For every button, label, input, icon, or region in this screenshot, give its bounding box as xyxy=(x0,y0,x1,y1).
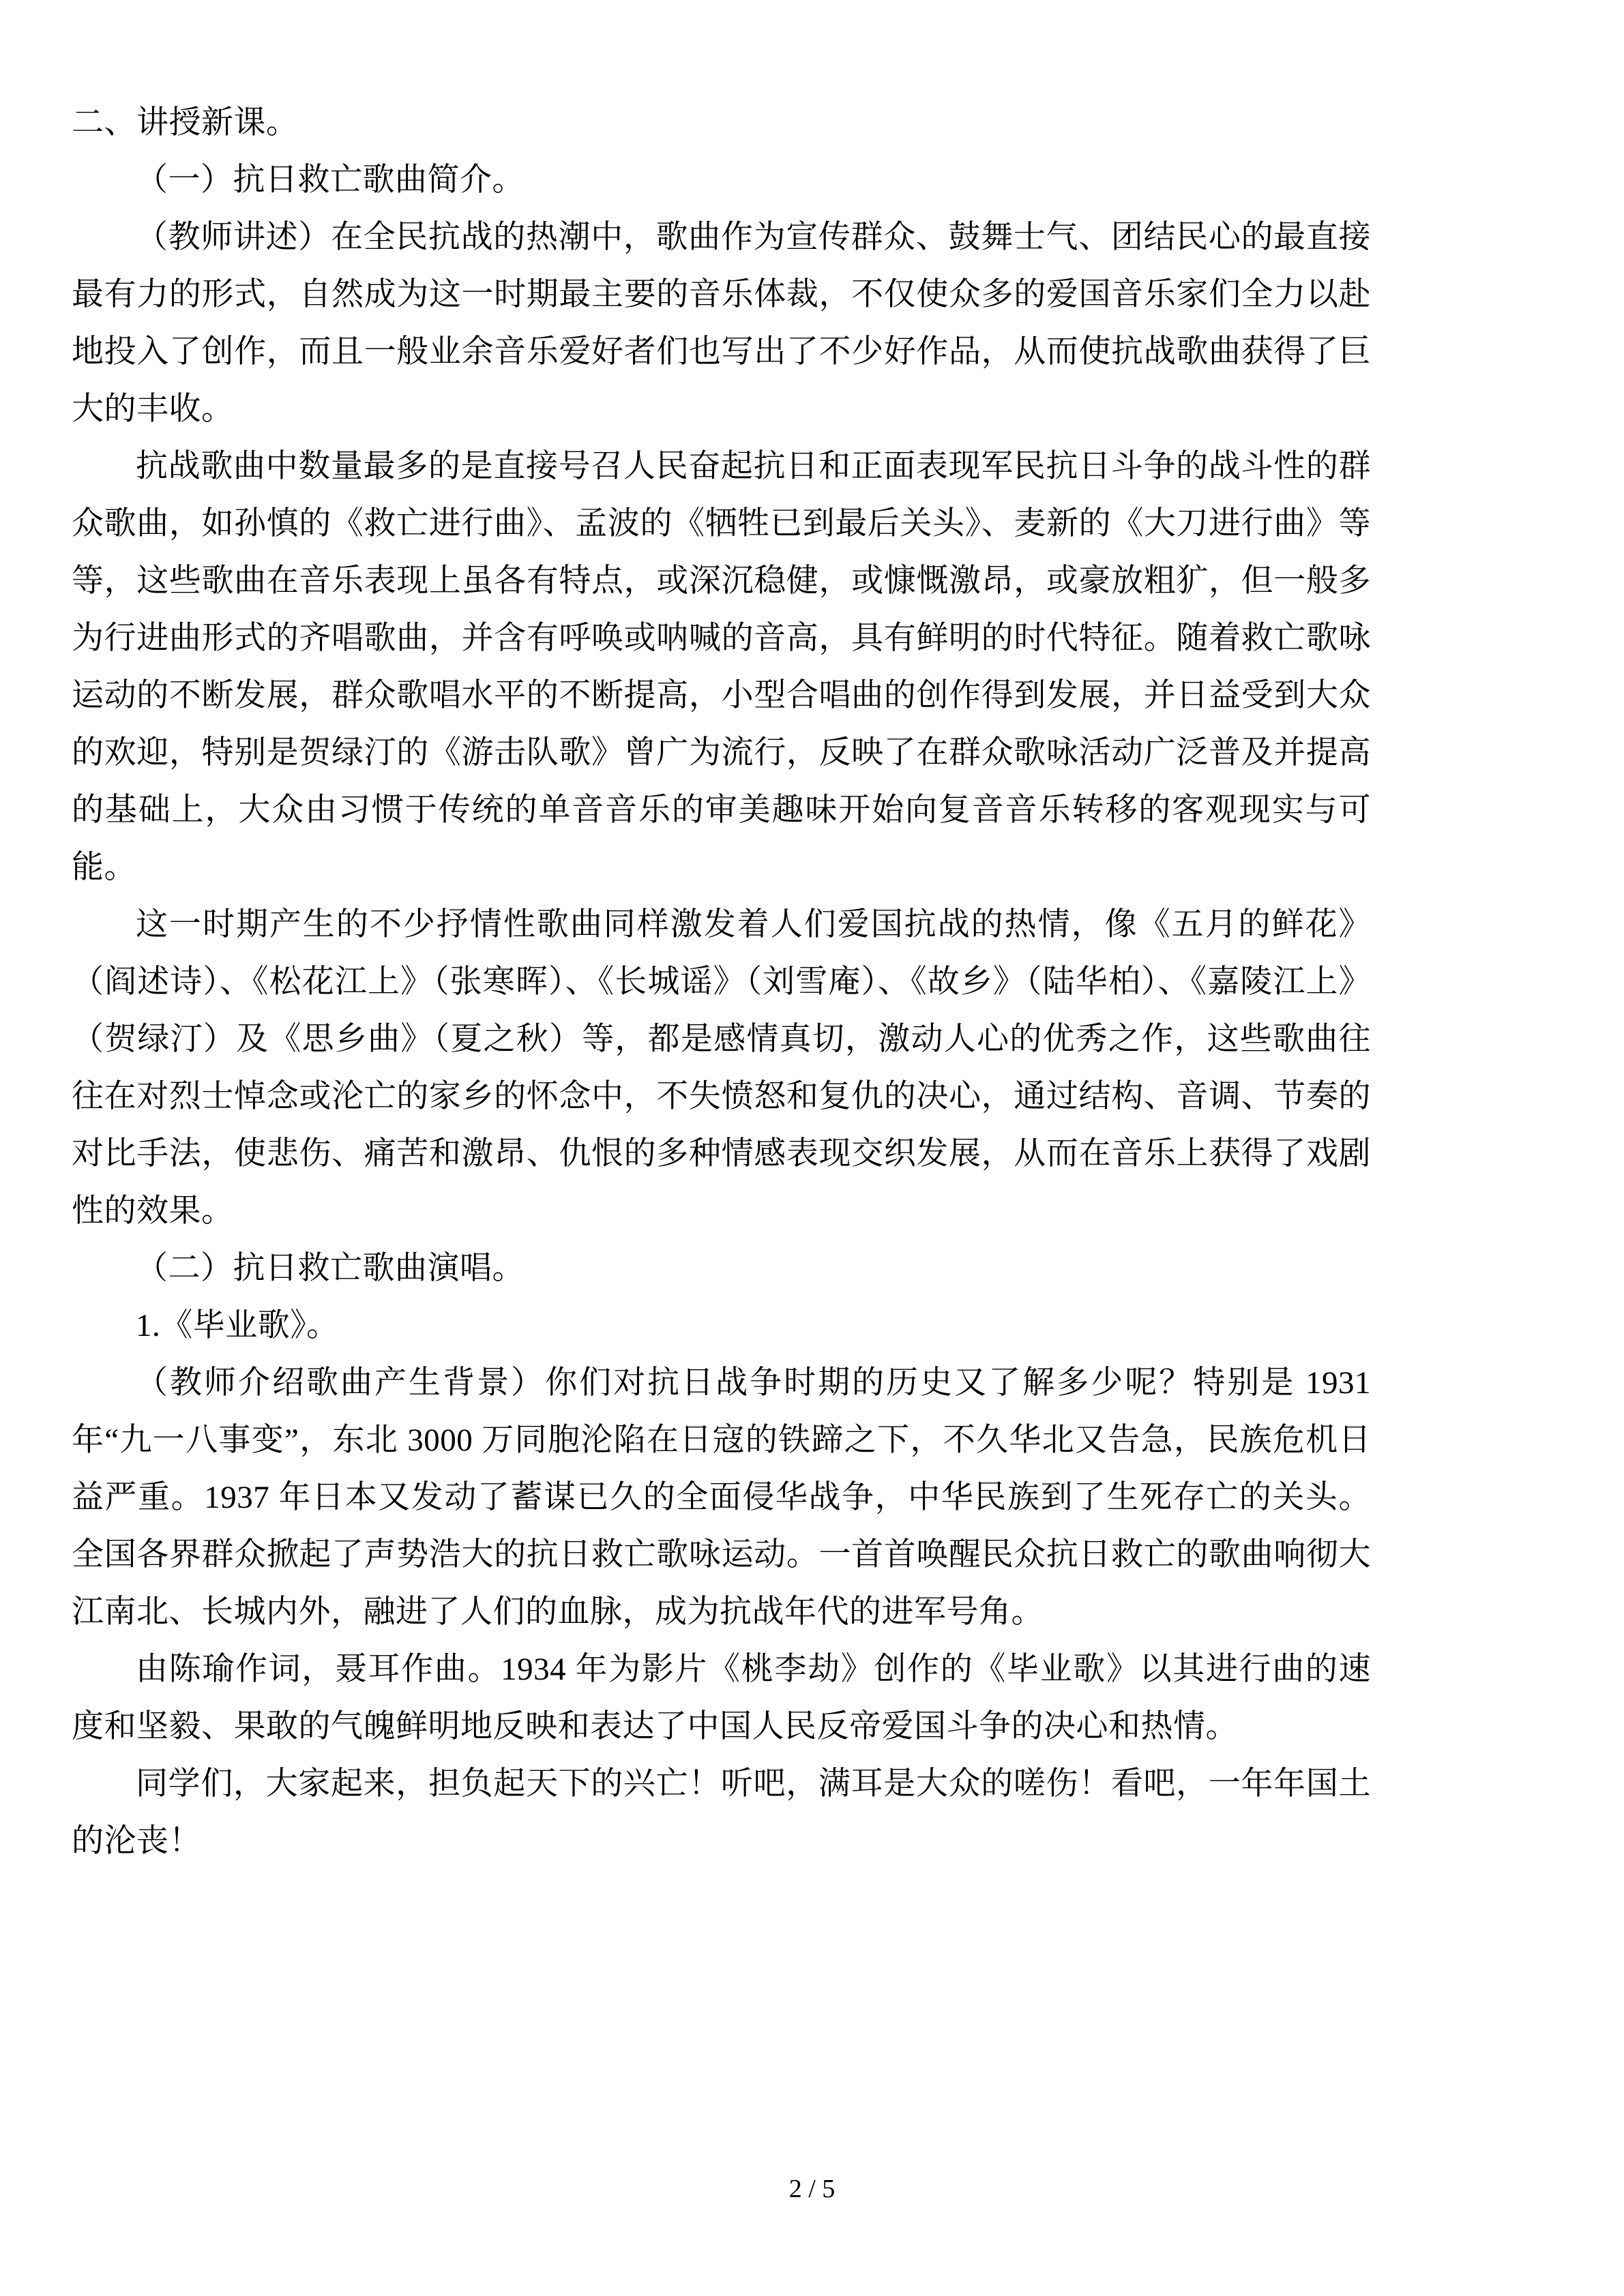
page-number: 2 / 5 xyxy=(788,2175,836,2203)
paragraph: （教师讲述）在全民抗战的热潮中，歌曲作为宣传群众、鼓舞士气、团结民心的最直接最有力的形式，自然成为这一时期最主要的音乐体裁，不仅使众多的爱国音乐家们全力以赴地投入了创作，而且一般业余音乐爱好者们也写出了不少好作品，从而使抗战歌曲获得了巨大的丰收。 xyxy=(72,220,1371,427)
subsection-heading: （二）抗日救亡歌曲演唱。 xyxy=(136,1251,525,1286)
paragraph: 由陈瑜作词，聂耳作曲。1934 年为影片《桃李劫》创作的《毕业歌》以其进行曲的速度和坚毅、果敢的气魄鲜明地反映和表达了中国人民反帝爱国斗争的决心和热情。 xyxy=(72,1652,1371,1744)
paragraph: 同学们，大家起来，担负起天下的兴亡！听吧，满耳是大众的嗟伤！看吧，一年年国土的沦丧！ xyxy=(72,1766,1371,1859)
section-heading: 二、讲授新课。 xyxy=(72,105,299,140)
page-footer xyxy=(0,2173,1624,2205)
subsection-heading: （一）抗日救亡歌曲简介。 xyxy=(136,162,525,198)
paragraph: （教师介绍歌曲产生背景）你们对抗日战争时期的历史又了解多少呢？特别是 1931 年“九一八事变”，东北 3000 万同胞沦陷在日寇的铁蹄之下，不久华北又告急，民族危机日益严重。1937 年日本又发动了蓄谋已久的全面侵华战争，中华民族到了生死存亡的关头。全国各界群众掀起了声势浩大的抗日救亡歌咏运动。一首首唤醒民众抗日救亡的歌曲响彻大江南北、长城内外，融进了人们的血脉，成为抗战年代的进军号角。 xyxy=(72,1365,1371,1630)
paragraph: 这一时期产生的不少抒情性歌曲同样激发着人们爱国抗战的热情，像《五月的鲜花》（阎述诗）、《松花江上》（张寒晖）、《长城谣》（刘雪庵）、《故乡》（陆华柏）、《嘉陵江上》（贺绿汀）及《思乡曲》（夏之秋）等，都是感情真切，激动人心的优秀之作，这些歌曲往往在对烈士悼念或沦亡的家乡的怀念中，不失愤怒和复仇的决心，通过结构、音调、节奏的对比手法，使悲伤、痛苦和激昂、仇恨的多种情感表现交织发展，从而在音乐上获得了戏剧性的效果。 xyxy=(72,907,1371,1229)
list-item-heading: 1.《毕业歌》。 xyxy=(136,1308,339,1343)
document-body xyxy=(72,94,1371,1870)
paragraph: 抗战歌曲中数量最多的是直接号召人民奋起抗日和正面表现军民抗日斗争的战斗性的群众歌曲，如孙慎的《救亡进行曲》、孟波的《牺牲已到最后关头》、麦新的《大刀进行曲》等等，这些歌曲在音乐表现上虽各有特点，或深沉稳健，或慷慨激昂，或豪放粗犷，但一般多为行进曲形式的齐唱歌曲，并含有呼唤或呐喊的音高，具有鲜明的时代特征。随着救亡歌咏运动的不断发展，群众歌唱水平的不断提高，小型合唱曲的创作得到发展，并日益受到大众的欢迎，特别是贺绿汀的《游击队歌》曾广为流行，反映了在群众歌咏活动广泛普及并提高的基础上，大众由习惯于传统的单音音乐的审美趣味开始向复音音乐转移的客观现实与可能。 xyxy=(72,449,1371,885)
